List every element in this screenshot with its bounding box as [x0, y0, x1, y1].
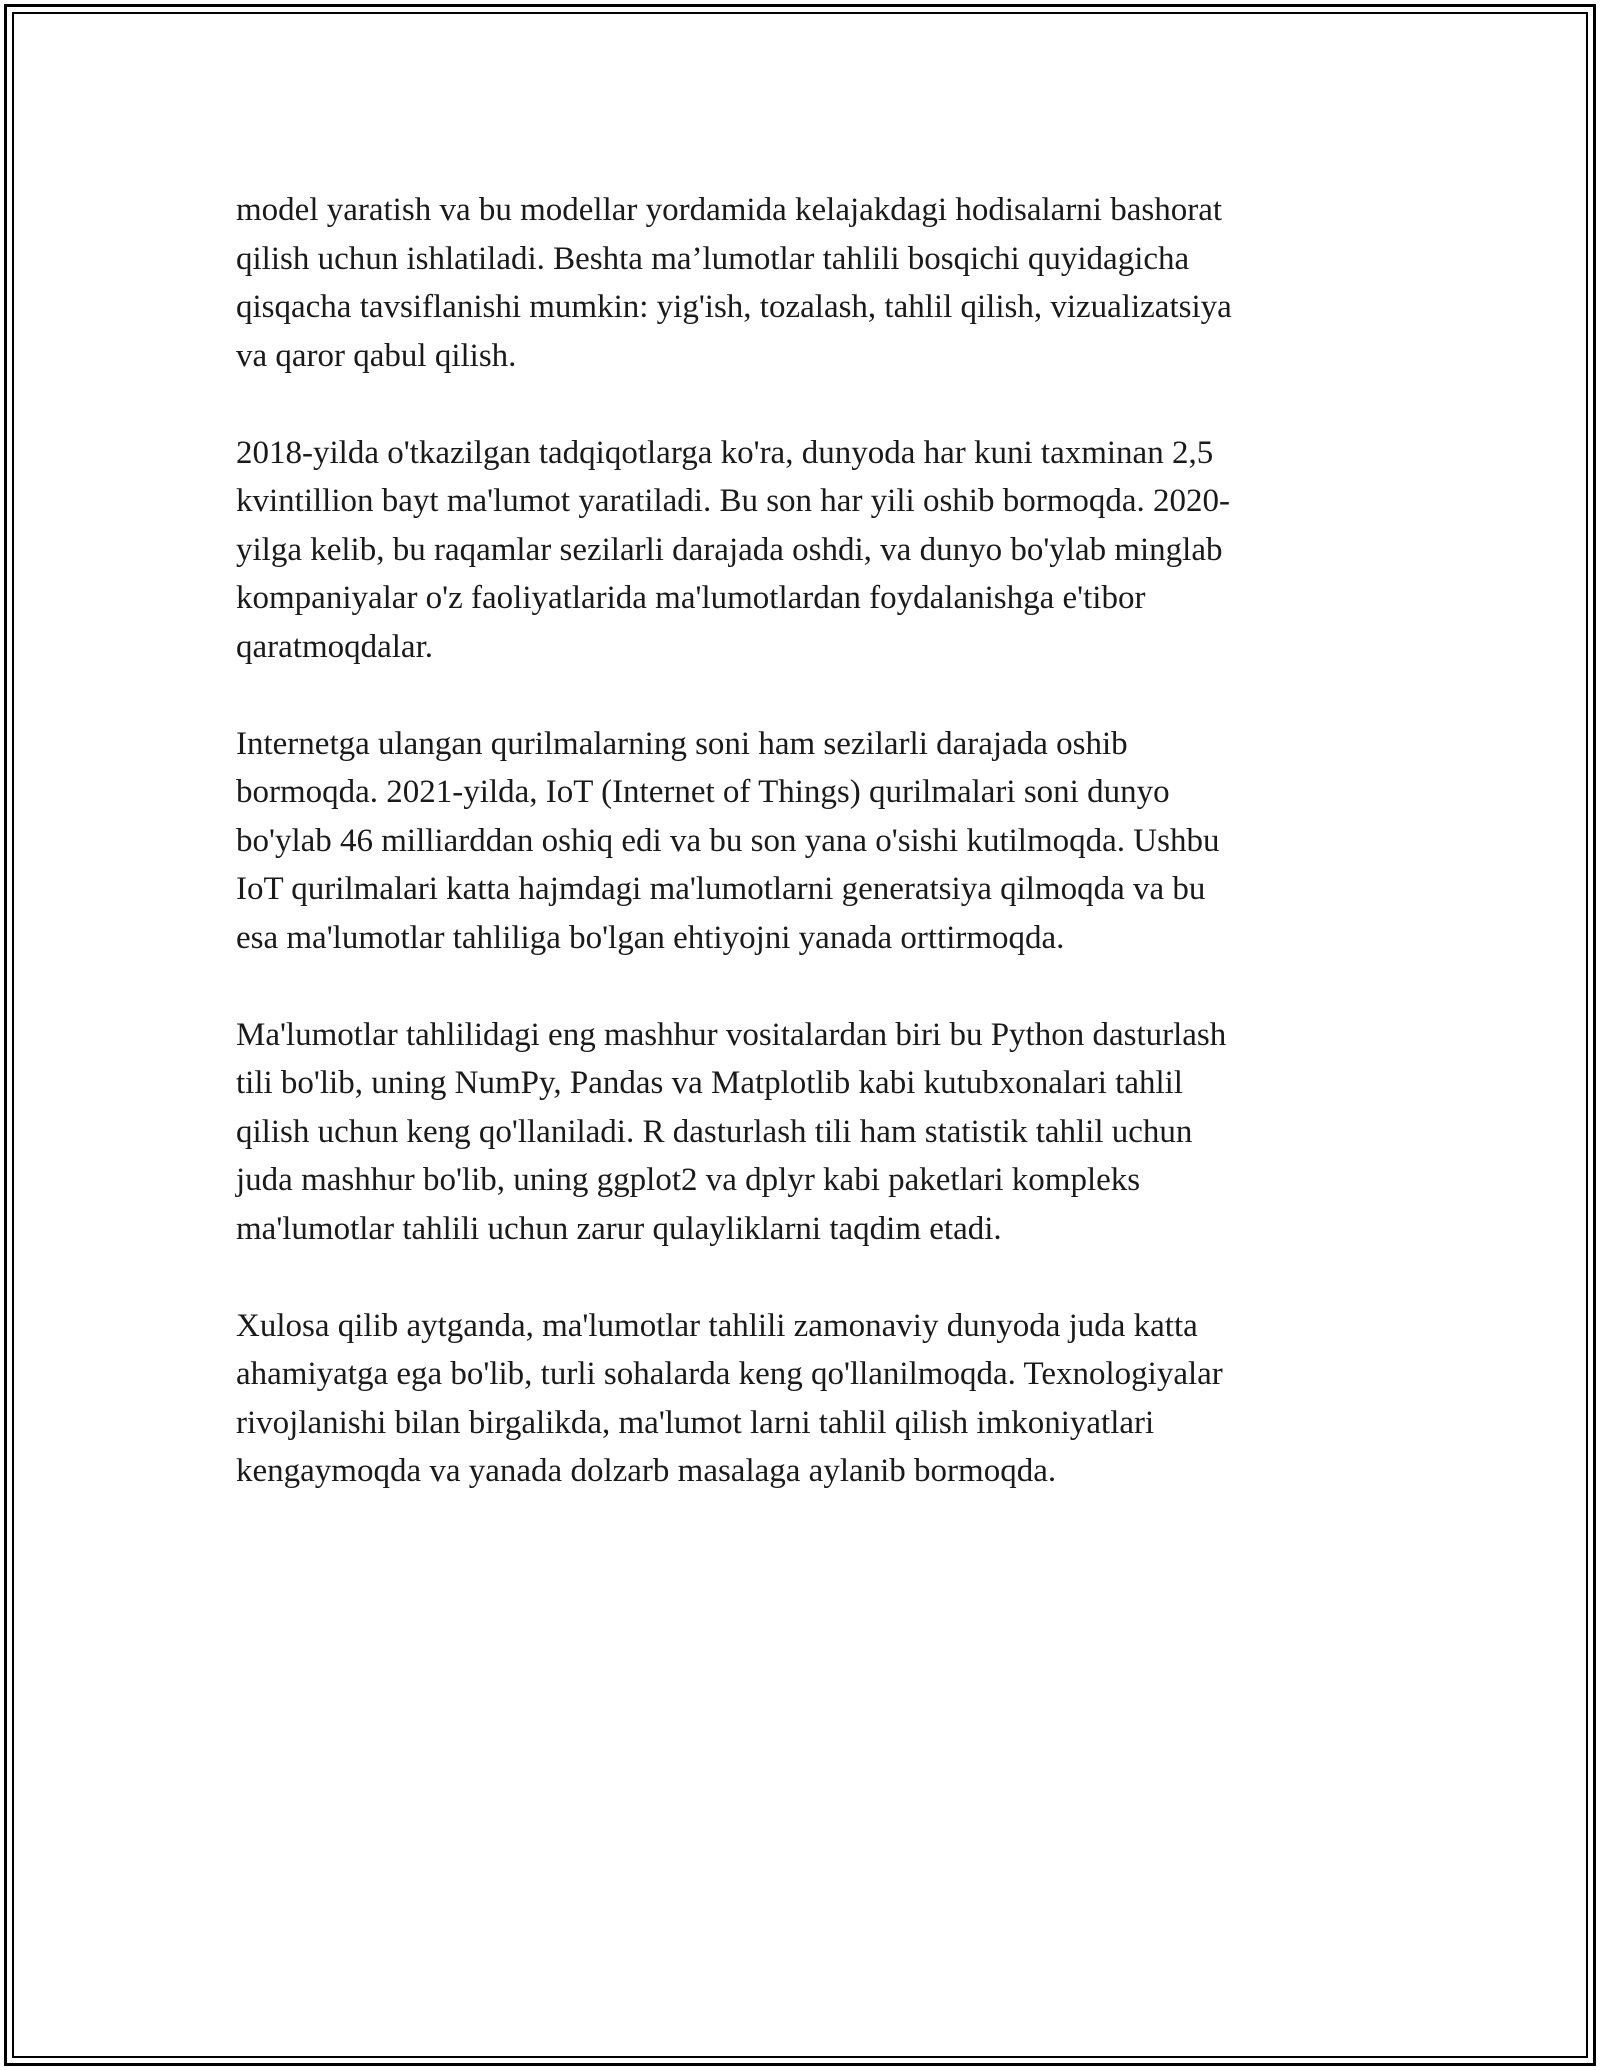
paragraph-python-r-vositalar: Ma'lumotlar tahlilidagi eng mashhur vositalardan biri bu Python dasturlash tili bo'lib, uning NumPy, Pandas va Matplotlib kabi kutubxonalari tahlil qilish uchun keng qo'llaniladi. R dasturlash tili ham statistik tahlil uchun juda mashhur bo'lib, uning ggplot2 va dplyr kabi paketlari kompleks ma'lumotlar tahlili uchun zarur qulayliklarni taqdim etadi. [236, 1016, 1227, 1247]
paragraph-model-yaratish: model yaratish va bu modellar yordamida kelajakdagi hodisalarni bashorat qilish uchun ishlatiladi. Beshta ma’lumotlar tahlili bosqichi quyidagicha qisqacha tavsiflanishi mumkin: yig'ish, tozalash, tahlil qilish, vizualizatsiya va qaror qabul qilish. [236, 192, 1232, 374]
document-body [236, 186, 1356, 1544]
paragraph-xulosa: Xulosa qilib aytganda, ma'lumotlar tahlili zamonaviy dunyoda juda katta ahamiyatga ega bo'lib, turli sohalarda keng qo'llanilmoqda. Texnologiyalar rivojlanishi bilan birgalikda, ma'lumot larni tahlil qilish imkoniyatlari kengaymoqda va yanada dolzarb masalaga aylanib bormoqda. [236, 1307, 1223, 1489]
paragraph-iot-qurilmalar: Internetga ulangan qurilmalarning soni ham sezilarli darajada oshib bormoqda. 2021-yilda, IoT (Internet of Things) qurilmalari soni dunyo bo'ylab 46 milliarddan oshiq edi va bu son yana o'sishi kutilmoqda. Ushbu IoT qurilmalari katta hajmdagi ma'lumotlarni generatsiya qilmoqda va bu esa ma'lumotlar tahliliga bo'lgan ehtiyojni yanada orttirmoqda. [236, 725, 1220, 956]
paragraph-2018-tadqiqot: 2018-yilda o'tkazilgan tadqiqotlarga ko'ra, dunyoda har kuni taxminan 2,5 kvintillion bayt ma'lumot yaratiladi. Bu son har yili oshib bormoqda. 2020- yilga kelib, bu raqamlar sezilarli darajada oshdi, va dunyo bo'ylab minglab kompaniyalar o'z faoliyatlarida ma'lumotlardan foydalanishga e'tibor qaratmoqdalar. [236, 434, 1230, 665]
